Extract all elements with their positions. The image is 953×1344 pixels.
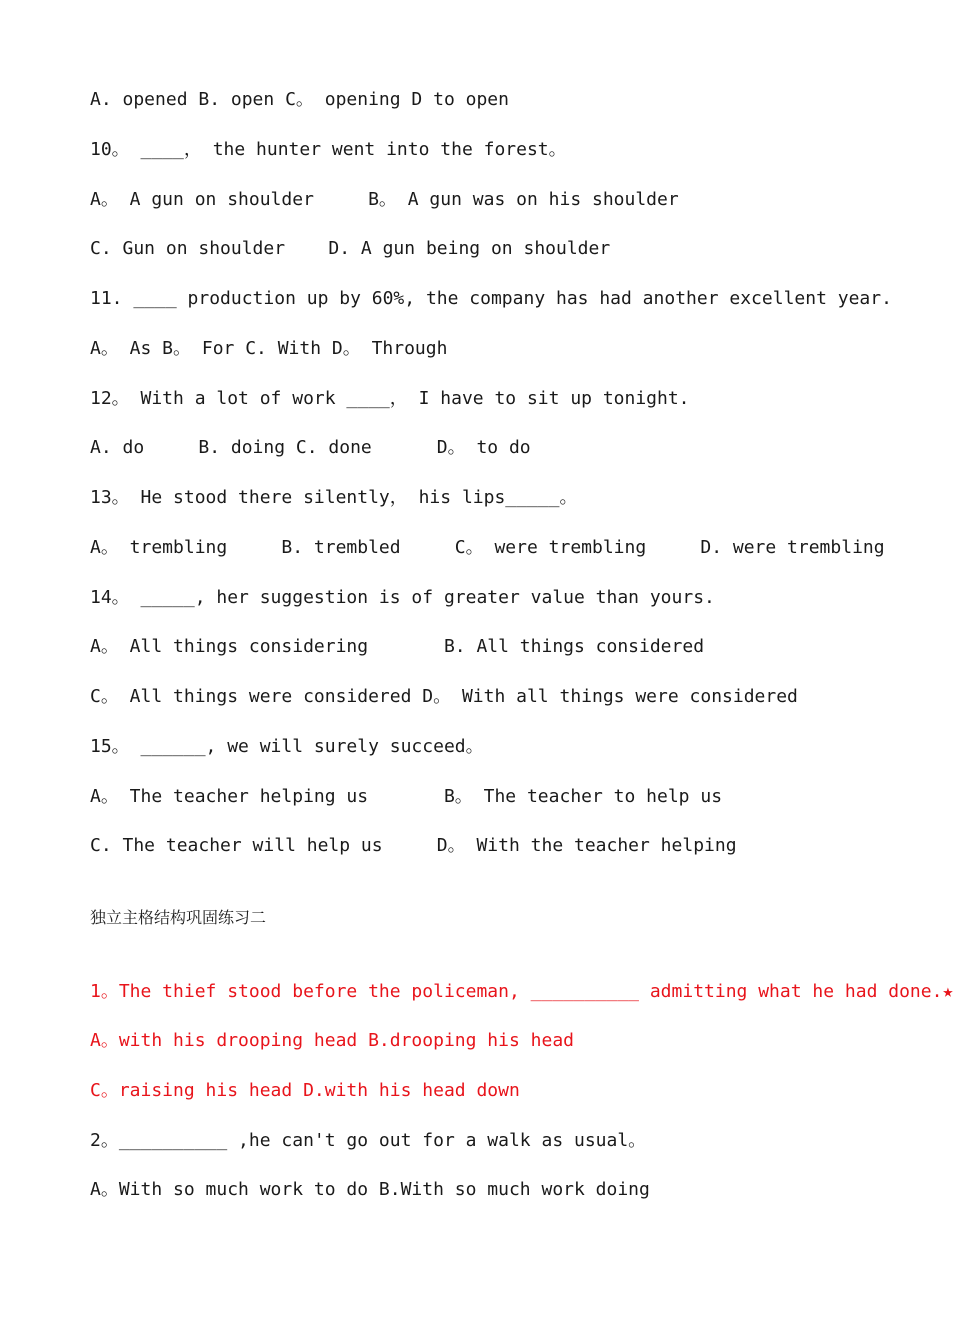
q10-options-cd: C. Gun on shoulder D. A gun being on shoulder [90,238,611,259]
q13-options: A。 trembling B. trembled C。 were trembling D. were trembling [90,537,885,558]
q11-options: A。 As B。 For C. With D。 Through [90,338,448,359]
s2-q1-text: 1。The thief stood before the policeman, __________ admitting what he had done. [90,981,943,1002]
section-heading: 独立主格结构巩固练习二 [90,908,267,927]
s2-q1-options-cd: C。raising his head D.with his head down [90,1080,520,1101]
s2-q1-options-ab: A。with his drooping head B.drooping his head [90,1030,574,1051]
q10-options-ab: A。 A gun on shoulder B。 A gun was on his shoulder [90,189,679,210]
q14-options-cd: C。 All things were considered D。 With all things were considered [90,686,798,707]
q12-options: A. do B. doing C. done D。 to do [90,437,531,458]
q13-question: 13。 He stood there silently， his lips_____。 [90,487,578,508]
q10-question: 10。 ____， the hunter went into the forest。 [90,139,567,160]
q11-question: 11. ____ production up by 60%, the company has had another excellent year. [90,288,892,309]
q15-options-cd: C. The teacher will help us D。 With the teacher helping [90,835,737,856]
q12-question: 12。 With a lot of work ____， I have to sit up tonight. [90,388,690,409]
star-icon: ★ [942,981,953,1002]
q15-question: 15。 ______, we will surely succeed。 [90,736,484,757]
s2-q2-options: A。With so much work to do B.With so much work doing [90,1179,650,1200]
q15-options-ab: A。 The teacher helping us B。 The teacher to help us [90,786,723,807]
q14-question: 14。 _____, her suggestion is of greater value than yours. [90,587,715,608]
s2-q1-question [90,980,953,1004]
q14-options-ab: A。 All things considering B. All things considered [90,636,705,657]
q9-options: A. opened B. open C。 opening D to open [90,89,509,110]
s2-q2-question: 2。__________ ,he can't go out for a walk as usual。 [90,1130,647,1151]
